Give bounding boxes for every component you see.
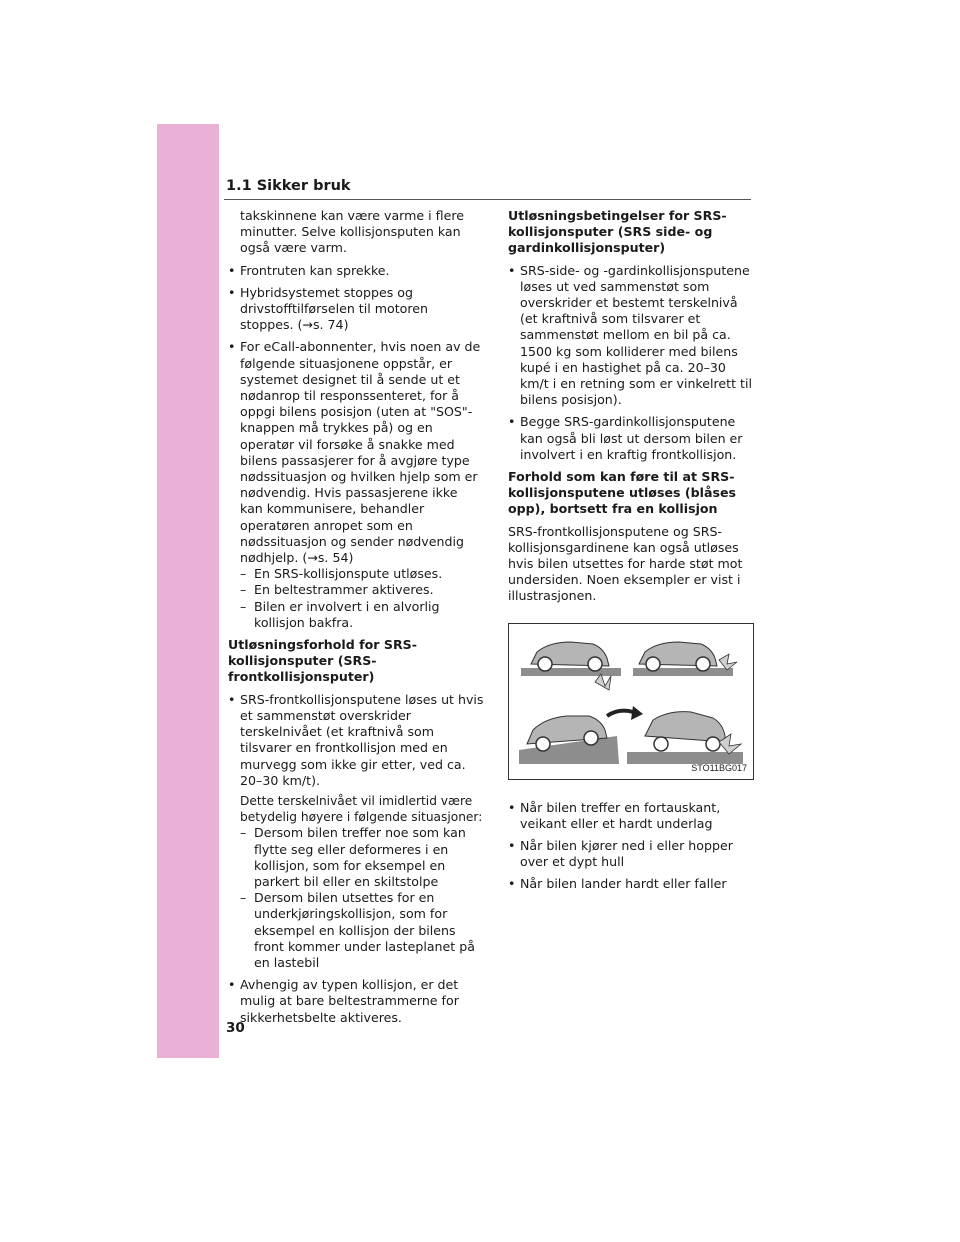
threshold-condition: – Dersom bilen treffer noe som kan flytte seg eller deformeres i en kollisjon, som for eksempel en parkert bil eller en skiltstolpe (228, 825, 484, 890)
ecall-condition: – En beltestrammer aktiveres. (228, 582, 484, 598)
threshold-condition: – Dersom bilen utsettes for en underkjøringskollisjon, som for eksempel en kollisjon der bilens front kommer under lasteplanet på en lastebil (228, 890, 484, 971)
bullet-belt-pretensioners: • Avhengig av typen kollisjon, er det mulig at bare beltestrammerne for sikkerhetsbelte aktiveres. (228, 977, 484, 1026)
impact-illustration-svg (509, 624, 753, 779)
ecall-condition: – Bilen er involvert i en alvorlig kollisjon bakfra. (228, 599, 484, 631)
left-column (228, 208, 484, 1032)
threshold-conditions (228, 825, 484, 971)
ecall-condition: – En SRS-kollisjonspute utløses. (228, 566, 484, 582)
bullet-hybrid-stop: • Hybridsystemet stoppes og drivstofftilførselen til motoren stoppes. (→s. 74) (228, 285, 484, 334)
scene-curb (521, 642, 621, 690)
bullet-ecall: • For eCall-abonnenter, hvis noen av de følgende situasjonene oppstår, er systemet designet til å sende ut et nødanrop til responssenteret, for å oppgi bilens posisjon (uten at "SOS"-knappen må trykkes på) og en operatør vil forsøke å snakke med bilens passasjerer for å avgjøre type nødssituasjon og hvilken hjelp som er nødvendig. Hvis passasjerene ikke kan kommunisere, behandler operatøren anropet som en nødssituasjon og sender nødvendig nødhjelp. (→s. 54) (228, 339, 484, 566)
scene-rough-surface (633, 642, 737, 676)
bullet-curtain-frontal: • Begge SRS-gardinkollisjonsputene kan også bli løst ut dersom bilen er involvert i en kraftig frontkollisjon. (508, 414, 752, 463)
page-number: 30 (226, 1020, 245, 1036)
bullet-curb: • Når bilen treffer en fortauskant, veikant eller et hardt underlag (508, 800, 752, 832)
bullet-hole: • Når bilen kjører ned i eller hopper over et dypt hull (508, 838, 752, 870)
bullet-windshield: • Frontruten kan sprekke. (228, 263, 484, 279)
other-deploy-paragraph: SRS-frontkollisjonsputene og SRS-kollisjonsgardinene kan også utløses hvis bilen utsettes for harde støt mot undersiden. Noen eksempler er vist i illustrasjonen. (508, 523, 743, 604)
bullet-front-airbags: • SRS-frontkollisjonsputene løses ut hvis et sammenstøt overskrider terskelnivået (et kraftnivå som tilsvarer en frontkollisjon med en murvegg som ikke gir etter, ved ca. 20–30 km/t). (228, 692, 484, 789)
ecall-conditions (228, 566, 484, 631)
right-column (508, 208, 752, 899)
heading-other-deploy: Forhold som kan føre til at SRS-kollisjonsputene utløses (blåses opp), bortsett fra en kollisjon (508, 469, 736, 517)
intro-paragraph: takskinnene kan være varme i flere minutter. Selve kollisjonsputen kan også være varm. (240, 208, 464, 256)
threshold-note: Dette terskelnivået vil imidlertid være betydelig høyere i følgende situasjoner: (240, 793, 483, 825)
scene-drop (519, 706, 743, 764)
bullet-hard-landing: • Når bilen lander hardt eller faller (508, 876, 752, 892)
chapter-tab-sidebar (157, 124, 219, 1058)
section-title: 1.1 Sikker bruk (226, 178, 351, 194)
heading-front-airbags: Utløsningsforhold for SRS-kollisjonsputer (SRS-frontkollisjonsputer) (228, 637, 417, 685)
bullet-side-curtain: • SRS-side- og -gardinkollisjonsputene løses ut ved sammenstøt som overskrider et bestemt terskelnivå (et kraftnivå som tilsvarer et sammenstøt mellom en bil på ca. 1500 kg som kolliderer med bilens kupé i en hastighet på ca. 20–30 km/t i en retning som er vinkelrett til bilens posisjon). (508, 263, 752, 409)
heading-side-airbags: Utløsningsbetingelser for SRS-kollisjonsputer (SRS side- og gardinkollisjonsputer) (508, 208, 727, 256)
section-rule (224, 199, 751, 200)
illustration-underbody-impacts (508, 623, 754, 780)
figure-code: STO11BG017 (691, 763, 747, 774)
